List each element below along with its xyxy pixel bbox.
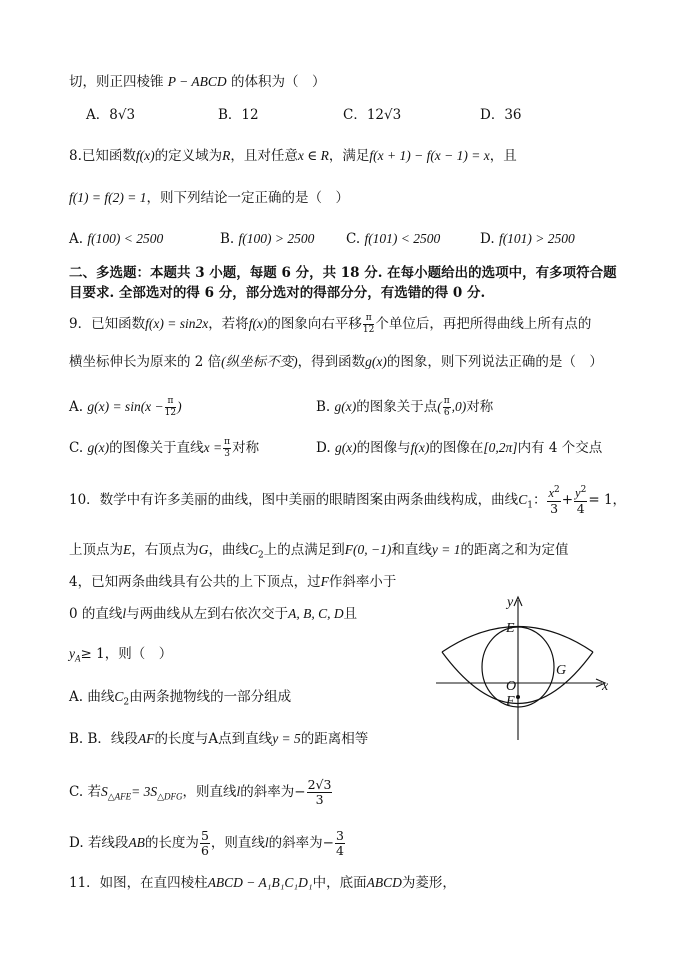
q8-option-d[interactable]: D. f(101) > 2500 (480, 231, 575, 247)
q9-option-b[interactable]: B. g(x)的图象关于点( $\frac{\pi}{6}$ ,0)对称 (316, 396, 494, 418)
q10-stem-line4: 0 的直线l与两曲线从左到右依次交于A, B, C, D且 (69, 606, 358, 622)
q10-option-b[interactable]: B. B．线段AF的长度与A点到直线y = 5的距离相等 (69, 731, 369, 747)
label-x: x (602, 679, 609, 694)
q8-option-a[interactable]: A. f(100) < 2500 (69, 231, 164, 247)
q7-option-a[interactable]: A．8√3 (86, 107, 136, 123)
q9-shift-fraction: $\frac{\pi}{12}$ (362, 313, 375, 335)
q7-option-b[interactable]: B．12 (218, 107, 259, 123)
q9-option-d[interactable]: D. g(x)的图像与f(x)的图像在[0,2π]内有 4 个交点 (316, 440, 603, 456)
section2-heading-line1: 二、多选题：本题共 3 小题，每题 6 分，共 18 分. 在每小题给出的选项中，有多项符合题 (69, 265, 617, 281)
q10-stem-line1: 10．数学中有许多美丽的曲线，图中美丽的眼睛图案由两条曲线构成，曲线$C_1$： $\frac{x^2}{3}$ + $\frac{y^2}{4}$ = 1， (69, 484, 627, 516)
q7-option-c[interactable]: C．12√3 (343, 107, 402, 123)
q10-x2-over-3: $\frac{x^2}{3}$ (548, 484, 560, 516)
label-f: F (506, 694, 515, 709)
q10-option-d[interactable]: D. 若线段AB的长度为 $\frac{5}{6}$ ，则直线l的斜率为− $\frac{3}{4}$ (69, 827, 344, 858)
q10-option-c-fraction: $\frac{2√3}{3}$ (307, 776, 332, 807)
q8-stem-line1: 8.已知函数f(x)的定义域为R，且对任意x ∈ R，满足f(x + 1) − f(x − 1) = x，且 (69, 148, 517, 164)
q10-y2-over-4: $\frac{y^2}{4}$ (575, 484, 587, 516)
q9-option-c-fraction: $\frac{\pi}{3}$ (224, 437, 231, 459)
q9-option-b-fraction: $\frac{\pi}{6}$ (443, 396, 450, 418)
q11-stem: 11．如图，在直四棱柱ABCD − A₁B₁C₁D₁中，底面ABCD为菱形， (69, 875, 456, 891)
q8-option-b[interactable]: B. f(100) > 2500 (220, 231, 315, 247)
q10-option-c[interactable]: C. 若$S_{\triangle AFE}= 3S_{\triangle DFG}$，则直线l的斜率为− $\frac{2√3}{3}$ (69, 776, 332, 807)
label-y: y (507, 595, 514, 610)
q9-stem-line1: 9．已知函数f(x) = sin2x，若将f(x)的图象向右平移 $\frac{\pi}{12}$ 个单位后，再把所得曲线上所有点的 (69, 313, 592, 335)
section2-heading-line2: 目要求. 全部选对的得 6 分，部分选对的得部分分，有选错的得 0 分. (69, 285, 486, 301)
q9-option-c[interactable]: C. g(x)的图像关于直线x = $\frac{\pi}{3}$ 对称 (69, 437, 260, 459)
q7-stem: 切，则正四棱锥 P − ABCD 的体积为（ ） (69, 74, 326, 90)
q8-option-c[interactable]: C. f(101) < 2500 (346, 231, 441, 247)
label-e: E (506, 621, 515, 636)
q10-option-d-slope-fraction: $\frac{3}{4}$ (335, 827, 344, 858)
q9-stem-line2: 横坐标伸长为原来的 2 倍(纵坐标不变)，得到函数g(x)的图象，则下列说法正确的是（ ） (69, 354, 603, 370)
q7-option-d[interactable]: D．36 (480, 107, 522, 123)
q8-stem-line2: f(1) = f(2) = 1，则下列结论一定正确的是（ ） (69, 190, 349, 206)
q10-stem-line3: 4，已知两条曲线具有公共的上下顶点，过F作斜率小于 (69, 574, 397, 590)
label-g: G (556, 663, 567, 678)
q10-option-d-length-fraction: $\frac{5}{6}$ (200, 827, 209, 858)
q10-stem-line2: 上顶点为E，右顶点为G，曲线$C_2$上的点满足到F(0, −1)和直线y = 1的距离之和为定值 (69, 542, 569, 561)
label-o: O (506, 679, 517, 694)
q10-option-a[interactable]: A. 曲线$C_2$由两条抛物线的一部分组成 (69, 689, 292, 708)
q9-option-a-fraction: $\frac{\pi}{12}$ (164, 396, 177, 418)
q10-stem-line5: $y_A\ge 1$，则（ ） (69, 646, 173, 664)
q9-option-a[interactable]: A. g(x) = sin(x − $\frac{\pi}{12}$ ) (69, 396, 182, 418)
point-f (516, 695, 520, 699)
eye-curve-figure (430, 590, 620, 750)
